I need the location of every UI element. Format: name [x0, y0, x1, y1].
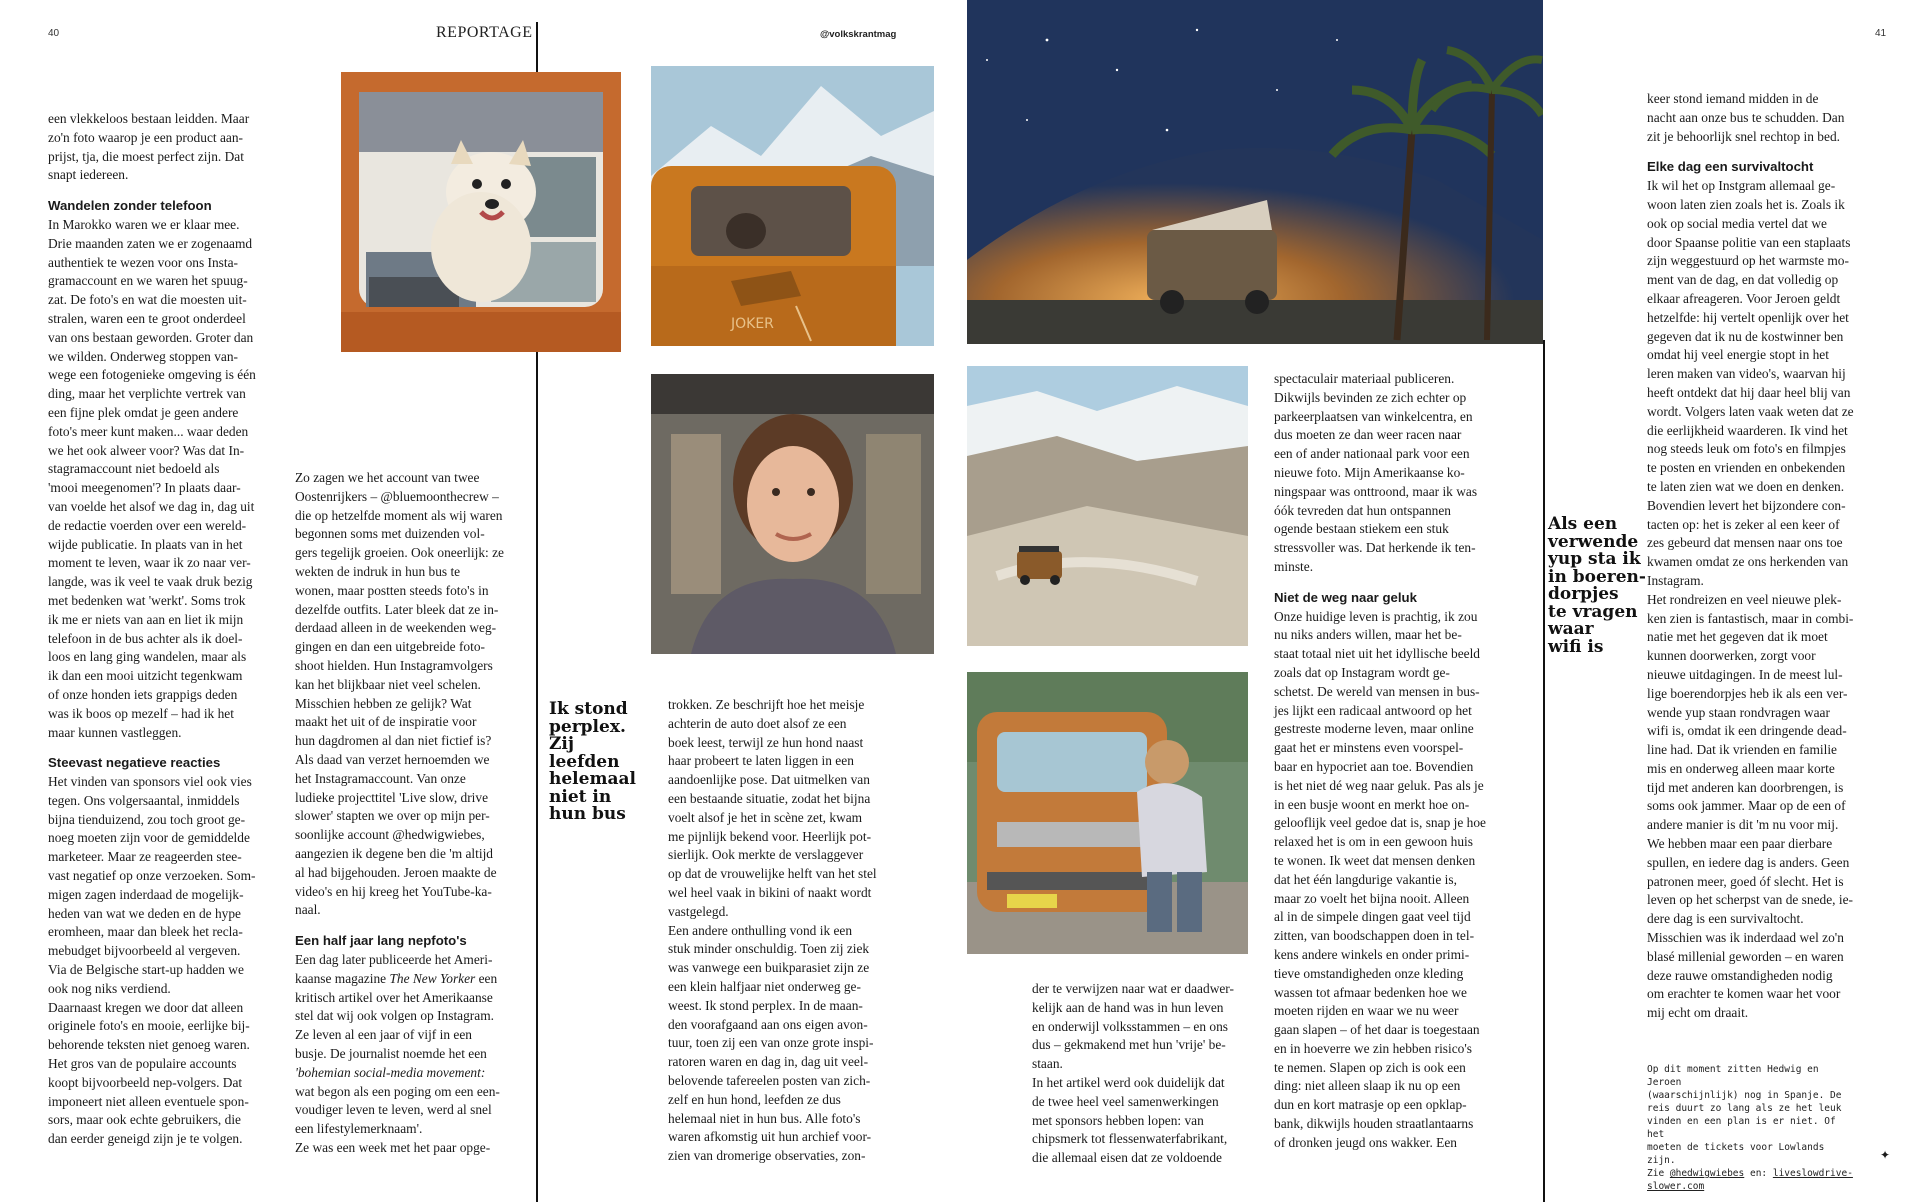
subheading: Elke dag een survivaltocht: [1647, 159, 1814, 175]
column-1: [48, 110, 288, 1149]
paragraph: Onze huidige leven is prachtig, ik zou nu niks anders willen, maar het be- staat totaal niet uit het idyllische beeld zoals dat op Instagram wordt ge- schetst. De wereld van mensen in bus- jes lijkt een radicaal antwoord op het gestreste moderne leven, maar online gaat het er minstens even voorspel- baar en hypocriet aan toe. Bovendien is het niet dé weg naar geluk. Pas als je in een busje woont en merkt hoe on- gelooflijk veel gedoe dat is, snap je hoe relaxed het is om in een gewoon huis te wonen. Ik weet dat mensen denken dat het één langdurige vakantie is, maar zo voelt het bijna nooit. Alleen al in de simpele dingen gaat veel tijd zitten, van boodschappen doen in tel- kens andere winkels en onder primi- tieve omstandigheden onze kleding wassen tot afmaar bedenken hoe we moeten rijden en waar we nu weer gaan slapen – of het daar is toegestaan en in hoeverre we zin hebben risico's te nemen. Slapen op zich is ook een ding: niet alleen slaap ik nu op een dun en kort matrasje op een opklap- bank, dikwijls houden straatlantaarns of dronken jeugd ons wakker. Een: [1274, 608, 1486, 1150]
pull-quote-2: Als een verwende yup sta ik in boeren- dorpjes te vragen waar wifi is: [1548, 514, 1646, 657]
paragraph: Het vinden van sponsors viel ook vies tegen. Ons volgersaantal, inmiddels bijna tienduizend, zou toch groot ge- noeg moeten zijn voor de gemiddelde marketeer. Maar ze reageerden stee- vast negatief op onze verzoeken. Som- migen zagen inderdaad de mogelijk- heden van wat we deden en de hype eromheen, maar dan bleek het recla- mebudget bijvoorbeeld al vergeven. Via de Belgische start-up hadden we ook nog niks verdiend. Daarnaast kregen we door dat alleen originele foto's en mooie, eerlijke bij- behorende teksten niet genoeg waren. Het gros van de populaire accounts koopt bijvoorbeeld nep-volgers. Dat imponeert niet alleen eventuele spon- sors, maar ook echte gebruikers, die dan eerder geneigd zijn je te volgen.: [48, 774, 256, 1147]
subheading: Steevast negatieve reacties: [48, 755, 221, 771]
photo-selfie-woman: [651, 374, 934, 654]
footnote: Op dit moment zitten Hedwig en Jeroen (waarschijnlijk) nog in Spanje. De reis duurt zo lang als ze het leuk vinden en een plan is er niet. Of het moeten de tickets voor Lowlands zijn. Zie @hedwigwiebes en: liveslowdrive- slower.com: [1647, 1064, 1853, 1192]
pull-quote-1: Ik stond perplex. Zij leefden helemaal niet in hun bus: [549, 699, 636, 824]
column-3: [668, 696, 918, 1166]
column-5: [1274, 370, 1524, 1153]
paragraph: spectaculair materiaal publiceren. Dikwijls bevinden ze zich echter op parkeerplaatsen van winkelcentra, en dus moeten ze dan weer racen naar een of ander nationaal park voor een nieuwe foto. Mijn Amerikaanse ko- ningspaar was onttroond, maar ik was óók tevreden dat hun ontspannen ogende bestaan stiekem een stuk stressvoller was. Dat herkende ik ten- minste.: [1274, 371, 1478, 574]
column-6: [1647, 90, 1892, 1023]
paragraph: In Marokko waren we er klaar mee. Drie maanden zaten we er zogenaamd authentiek te wezen voor ons Insta- gramaccount en we waren het spuug- zat. De foto's en wat die moesten uit- stralen, waren een te groot onderdeel van ons bestaan geworden. Groter dan we wilden. Onderweg stoppen van- wege een fotogenieke omgeving is één ding, maar het verplichte vertrek van een fijne plek omdat je geen andere foto's meer kunt maken... waar deden we het ook alweer voor? Was dat In- stagramaccount niet bedoeld als 'mooi meegenomen'? In plaats daar- van voelde het alsof we dag in, dag uit de redactie voerden over een wereld- wijde publicatie. In plaats van in het moment te leven, waar ik zo naar ver- langde, was ik veel te vaak druk bezig met bedenken wat 'werkt'. Soms trok ik me er niets van aan en liet ik mijn telefoon in de bus achter als ik doel- loos en lang ging wandelen, maar als ik dan een mooi uitzicht tegenkwam of onze honden iets grappigs deden was ik boos op mezelf – had ik het maar kunnen vastleggen.: [48, 216, 256, 740]
paragraph: Ik wil het op Instgram allemaal ge- woon laten zien zoals het is. Zoals ik ook op social media vertel dat we door Spaanse politie van een staplaats zijn weggestuurd op het warmste mo- ment van de dag, en dat volledig op elkaar afreageren. Voor Jeroen geldt hetzelfde: hij vertelt openlijk over het gegeven dat ik nu de kostwinner ben omdat hij veel energie stopt in het leren maken van video's, waarvan hij heeft ontdekt dat hij daar heel blij van wordt. Volgers laten vaak weten dat ze die eerlijkheid waarderen. Ik vind het nog steeds leuk om foto's en filmpjes te posten en vrienden en onbekenden te laten zien wat we doen en denken. Bovendien levert het bijzondere con- tacten op: het is zeker al een keer of zes gebeurd dat mensen naar ons toe kwamen omdat ze ons herkenden van Instagram. Het rondreizen en veel nieuwe plek- ken zien is fantastisch, maar in combi- natie met het gegeven dat ik moet kunnen doorwerken, zorgt voor nieuwe uitdagingen. In de meest lul- lige boerendorpjes heb ik als een ver- wende yup staan rondvragen waar wifi is, omdat ik een dringende dead- line had. Dat ik vrienden en familie mis en onderweg alleen maar korte tijd met anderen kan doorbrengen, is soms ook jammer. Maar op de een of andere manier is dit 'm nu voor mij. We hebben maar een paar dierbare spullen, en iedere dag is anders. Geen patronen meer, goed óf slecht. Het is leven op het scherpst van de snede, ie- dere dag is een survivaltocht. Misschien was ik inderdaad wel zo'n blasé millenial geworden – en waren deze rauwe omstandigheden nodig om erachter te komen waar het voor mij echt om draait.: [1647, 178, 1854, 1021]
page-number-right: 41: [1875, 28, 1887, 39]
footnote-link-instagram[interactable]: @hedwigwiebes: [1669, 1168, 1745, 1179]
magazine-title: The New Yorker: [389, 970, 476, 986]
paragraph: Een dag later publiceerde het Ameri- kaanse magazine The New Yorker een kritisch artikel over het Amerikaanse stel dat wij ook volgen op Instagram. Ze leven al een jaar of vijf in een busje. De journalist noemde het een 'bohemian social-media movement: wat begon als een poging om een een- voudiger leven te leven, werd al snel een lifestylemerknaam'. Ze was een week met het paar opge-: [295, 951, 500, 1155]
subheading: Niet de weg naar geluk: [1274, 589, 1417, 605]
end-mark-icon: ✦: [1880, 1148, 1891, 1162]
section-label: REPORTAGE: [436, 24, 533, 41]
paragraph: trokken. Ze beschrijft hoe het meisje achterin de auto doet alsof ze een boek leest, terwijl ze hun hond naast haar probeert te laten liggen in een aandoenlijke pose. Dat uitmelken van een bestaande situatie, zodat het bijna voelt alsof je het in scène zet, kwam me pijnlijk bekend voor. Heerlijk pot- sierlijk. Ook merkte de verslaggever op dat de vrouwelijke helft van het stel wel heel vaak in bikini of naakt wordt vastgelegd. Een andere onthulling vond ik een stuk minder onschuldig. Toen zij ziek was vanwege een buikparasiet zijn ze een klein halfjaar niet onderweg ge- weest. Ik stond perplex. In de maan- den voorafgaand aan ons eigen avon- tuur, toen zij een van onze grote inspi- ratoren waren en dag in, dag uit veel- belovende tafereelen posten van zich- zelf en hun hond, leefden ze dus helemaal niet in hun bus. Alle foto's waren afkomstig uit hun archief voor- zien van dromerige observaties, zon-: [668, 697, 877, 1164]
column-4: [1032, 980, 1272, 1168]
quote: 'bohemian social-media movement:: [295, 1064, 486, 1080]
paragraph: der te verwijzen naar wat er daadwer- kelijk aan de hand was in hun leven en onderwijl volksstammen – en ons dus – gekmakend met hun 'vrije' be- staan. In het artikel werd ook duidelijk dat de twee heel veel samenwerkingen met sponsors hebben lopen: van chipsmerk tot flessenwaterfabrikant, die allemaal eisen dat ze voldoende: [1032, 981, 1234, 1166]
subheading: Een half jaar lang nepfoto's: [295, 933, 467, 949]
column-rule-right: [1543, 340, 1545, 1202]
photo-van-desert-hills: [967, 366, 1248, 646]
page-number-left: 40: [48, 28, 60, 39]
column-2: [295, 469, 535, 1158]
svg-text:JOKER: JOKER: [731, 316, 774, 332]
paragraph: Zo zagen we het account van twee Oostenrijkers – @bluemoonthecrew – die op hetzelfde moment als wij waren begonnen soms met duizenden vol- gers tegelijk groeien. Ook oneerlijk: ze wekten de indruk in hun bus te wonen, maar postten steeds foto's in dezelfde outfits. Later bleek dat ze in- derdaad alleen in de weekenden weg- gingen en dan een uitgebreide foto- shoot hielden. Hun Instagramvolgers kan het blijkbaar niet veel schelen. Misschien hebben ze gelijk? Wat maakt het uit of de inspiratie voor hun dagdromen al dan niet fictief is? Als daad van verzet hernoemden we het Instagramaccount. Van onze ludieke projecttitel 'Live slow, drive slower' stapten we over op mijn per- soonlijke account @hedwigwiebes, aangezien ik degene ben die 'm altijd al had bijgehouden. Jeroen maakte de video's en hij kreeg het YouTube-ka- naal.: [295, 470, 504, 918]
photo-van-mountains: [651, 66, 934, 346]
photo-man-repairing-van: [967, 672, 1248, 954]
photo-night-camp: [967, 0, 1543, 344]
subheading: Wandelen zonder telefoon: [48, 198, 212, 214]
footnote-link-website[interactable]: liveslowdrive- slower.com: [1647, 1168, 1853, 1192]
paragraph: een vlekkeloos bestaan leidden. Maar zo'n foto waarop je een product aan- prijst, tja, die moest perfect zijn. Dat snapt iedereen.: [48, 111, 250, 183]
photo-dog-in-van: [341, 72, 621, 352]
paragraph: keer stond iemand midden in de nacht aan onze bus te schudden. Dan zit je behoorlijk snel rechtop in bed.: [1647, 91, 1845, 144]
instagram-handle: @volkskrantmag: [820, 29, 897, 40]
